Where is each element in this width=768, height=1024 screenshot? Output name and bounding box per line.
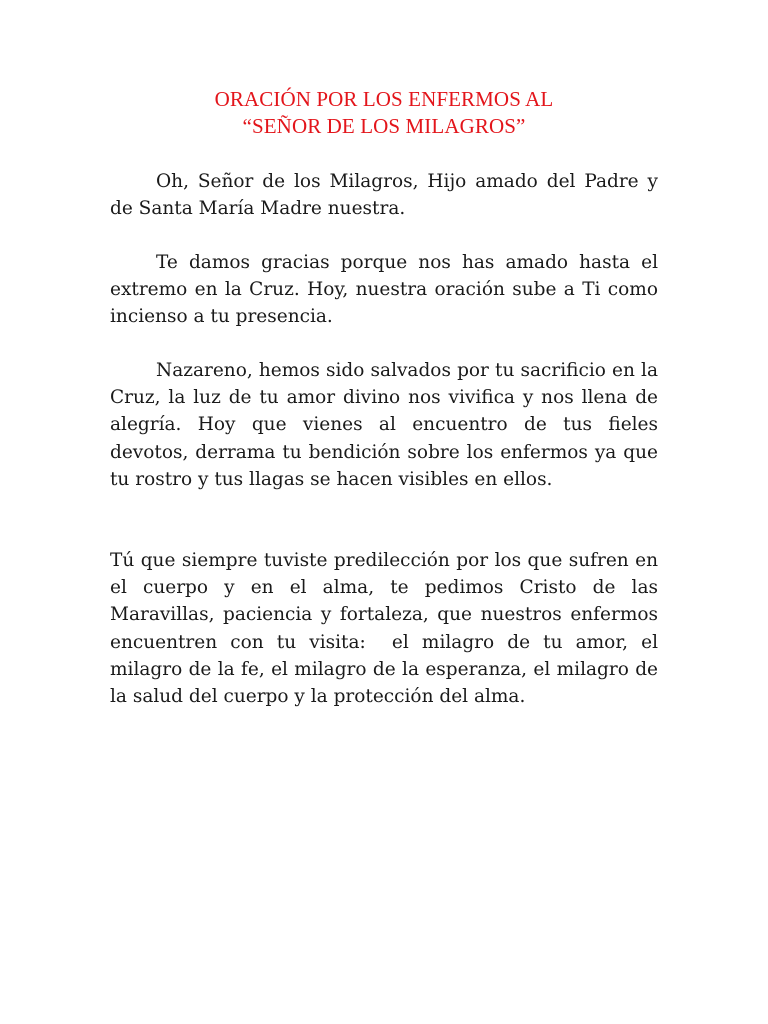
paragraph-text: Tú que siempre tuviste predilección por los que sufren en el cuerpo y en el alma, te pedimos Cristo de las Maravillas, paciencia y fortaleza, que nuestros enfermos encuentren con tu visita: el milagro de tu amor, el milagro de la fe, el milagro de la esperanza, el milagro de la salud del cuerpo y la protección del alma.: [110, 550, 664, 708]
title-line-2: “SEÑOR DE LOS MILAGROS”: [242, 114, 526, 138]
paragraph-2: [110, 249, 658, 331]
paragraph-1: [110, 168, 658, 222]
paragraph-text: Nazareno, hemos sido salvados por tu sacrificio en la Cruz, la luz de tu amor divino nos vivifica y nos llena de alegría. Hoy que vienes al encuentro de tus fieles devotos, derrama tu bendición sobre los enfermos ya que tu rostro y tus llagas se hacen visibles en ellos.: [110, 360, 658, 490]
paragraph-3: [110, 357, 658, 493]
paragraph-4: [110, 547, 664, 710]
document-title: [110, 86, 658, 140]
paragraph-text: Oh, Señor de los Milagros, Hijo amado del Padre y de Santa María Madre nuestra.: [110, 171, 658, 220]
title-line-1: ORACIÓN POR LOS ENFERMOS AL: [214, 87, 554, 111]
paragraph-text: Te damos gracias porque nos has amado hasta el extremo en la Cruz. Hoy, nuestra oración sube a Ti como incienso a tu presencia.: [110, 252, 658, 328]
